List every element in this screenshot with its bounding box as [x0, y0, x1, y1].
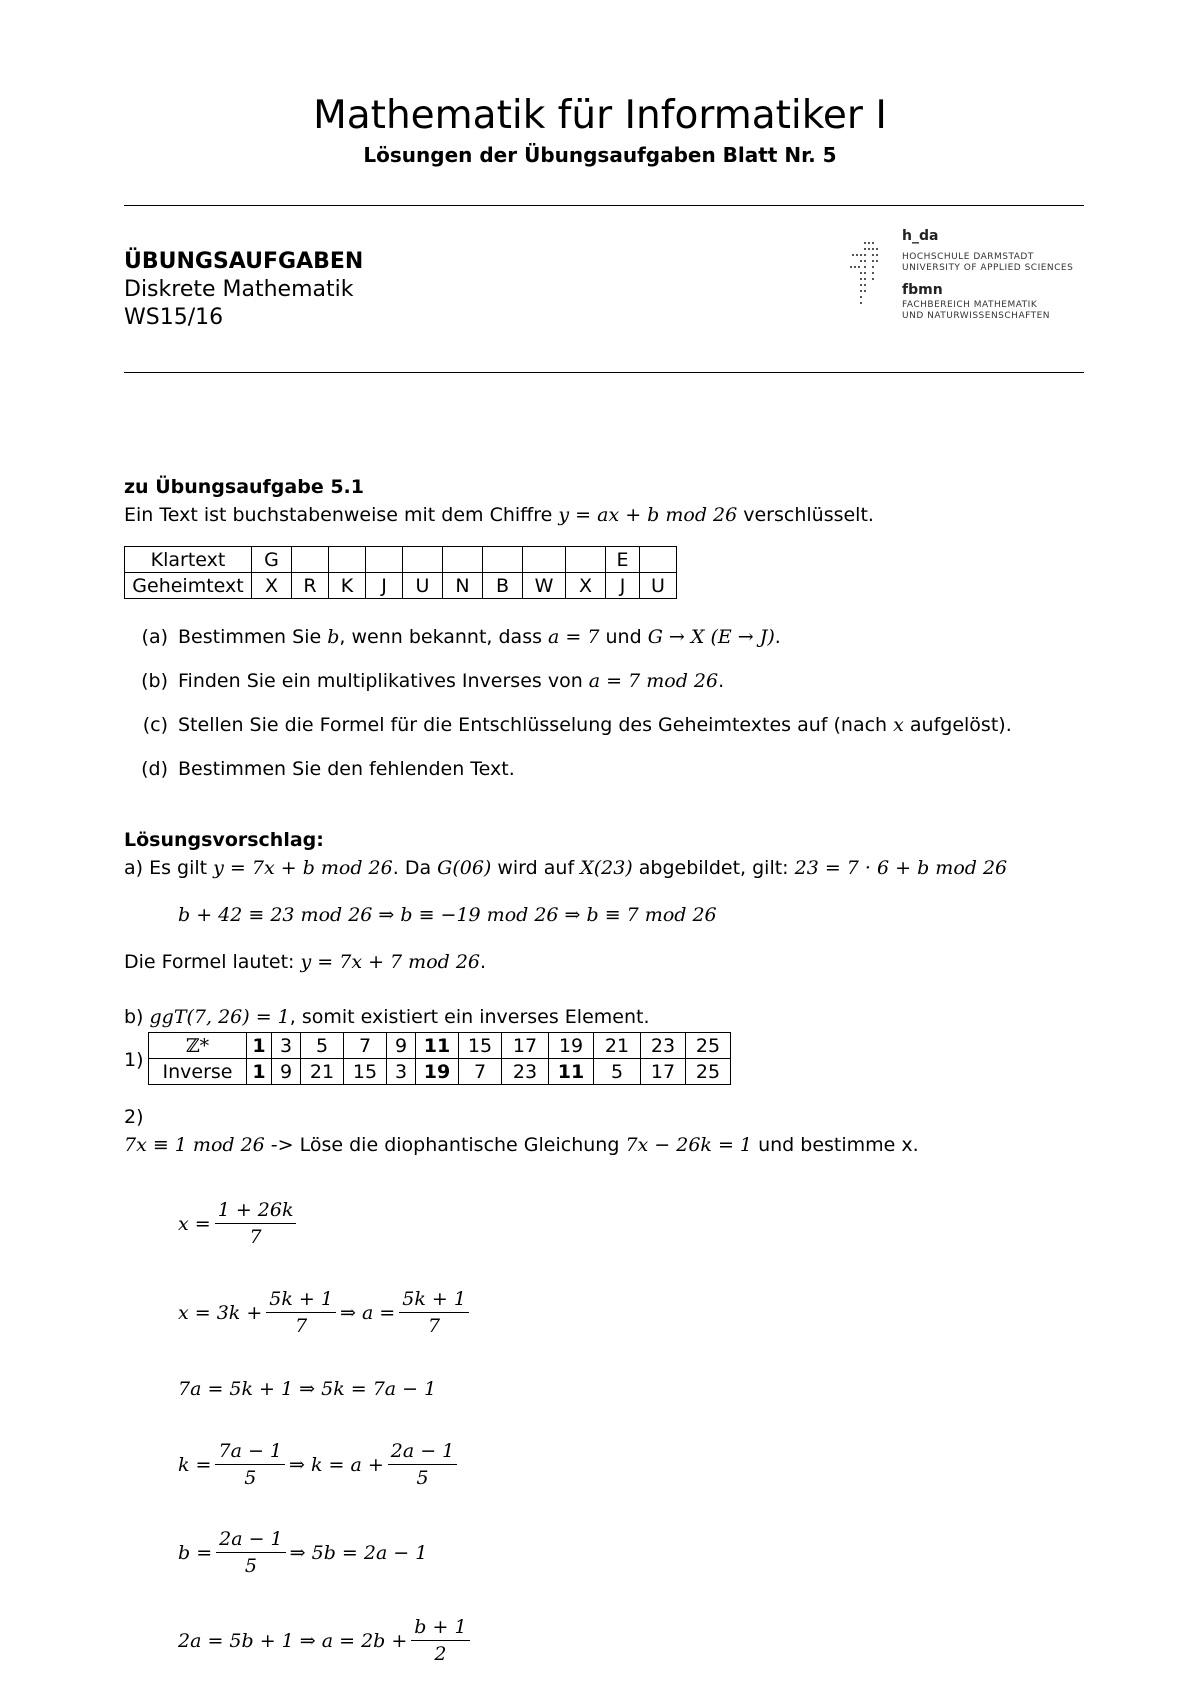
equation-2: x = 3k + $\frac{5k + 1}{7}$ ⇒ a = $\frac{5k + 1}{7}$ [178, 1286, 473, 1339]
task-intro: Ein Text ist buchstabenweise mit dem Chiffre y = ax + b mod 26 verschlüsselt. [124, 504, 874, 526]
hda-logo-mark-icon [850, 242, 900, 332]
logo-line-4: UND NATURWISSENSCHAFTEN [902, 311, 1051, 321]
task-heading: zu Übungsaufgabe 5.1 [124, 476, 364, 498]
equation-5: b = $\frac{2a - 1}{5}$ ⇒ 5b = 2a − 1 [178, 1528, 428, 1577]
table-cell: 25 [686, 1059, 731, 1085]
table-cell [640, 547, 677, 573]
table-cell: 17 [641, 1059, 686, 1085]
task-item-d: (d) Bestimmen Sie den fehlenden Text. [141, 758, 515, 780]
table-cell [443, 547, 483, 573]
table-cell: K [329, 573, 366, 599]
table-cell: 3 [387, 1059, 416, 1085]
equation-4: k = $\frac{7a - 1}{5}$ ⇒ k = a + $\frac{2a - 1}{5}$ [178, 1438, 461, 1491]
document-subtitle: Lösungen der Übungsaufgaben Blatt Nr. 5 [363, 143, 837, 167]
table-cell: 21 [594, 1033, 641, 1059]
solution-heading: Lösungsvorschlag: [124, 829, 324, 851]
table-cell: 3 [272, 1033, 301, 1059]
table-cell: N [443, 573, 483, 599]
fraction: $\frac{b + 1}{2}$ [411, 1614, 469, 1667]
fraction: $\frac{2a - 1}{5}$ [388, 1438, 458, 1491]
table-cell: E [606, 547, 640, 573]
section-label: ÜBUNGSAUFGABEN [124, 249, 364, 274]
solution-formula: Die Formel lautet: y = 7x + 7 mod 26. [124, 951, 487, 973]
table-cell: 1 [247, 1059, 272, 1085]
term-label: WS15/16 [124, 305, 224, 330]
task-item-c: (c) Stellen Sie die Formel für die Entschlüsselung des Geheimtextes auf (nach x aufgelöst). [142, 714, 1012, 736]
logo-dept: fbmn [902, 282, 943, 298]
table-cell: B [483, 573, 523, 599]
solution-b: b) ggT(7, 26) = 1, somit existiert ein inverses Element. [124, 1006, 650, 1028]
equation-3: 7a = 5k + 1 ⇒ 5k = 7a − 1 [178, 1378, 437, 1400]
table-cell: 19 [549, 1033, 594, 1059]
fraction: $\frac{7a - 1}{5}$ [215, 1438, 285, 1491]
table-cell: J [366, 573, 403, 599]
table-cell: 17 [502, 1033, 549, 1059]
table-row-units [149, 1033, 731, 1059]
table-row-plaintext [125, 547, 677, 573]
table-cell: 25 [686, 1033, 731, 1059]
table-cell: 23 [641, 1033, 686, 1059]
top-divider [124, 205, 1084, 206]
inverse-label-inverse: Inverse [149, 1059, 247, 1085]
hda-logo [850, 228, 1080, 324]
table-cell [366, 547, 403, 573]
table-cell: 5 [301, 1033, 344, 1059]
solution-b2-text: 7x ≡ 1 mod 26 -> Löse die diophantische Gleichung 7x − 26k = 1 und bestimme x. [124, 1134, 919, 1156]
table-cell [403, 547, 443, 573]
table-cell: 7 [344, 1033, 387, 1059]
table-cell: U [640, 573, 677, 599]
table-cell [483, 547, 523, 573]
fraction: $\frac{2a - 1}{5}$ [216, 1526, 286, 1579]
table-cell [566, 547, 606, 573]
table-cell: 15 [459, 1033, 502, 1059]
fraction: $\frac{1 + 26k}{7}$ [215, 1197, 297, 1250]
table-cell: 1 [247, 1033, 272, 1059]
table-cell: 15 [344, 1059, 387, 1085]
cipher-label-plaintext: Klartext [125, 547, 252, 573]
table-cell: 7 [459, 1059, 502, 1085]
table-cell: W [523, 573, 566, 599]
table-cell: 9 [272, 1059, 301, 1085]
table-cell: 9 [387, 1033, 416, 1059]
task-item-a: (a) Bestimmen Sie b, wenn bekannt, dass a = 7 und G → X (E → J). [141, 626, 781, 648]
inverse-table [148, 1032, 731, 1085]
table-cell: R [292, 573, 329, 599]
table-row-inverse [149, 1059, 731, 1085]
logo-name: h_da [902, 228, 939, 244]
task-item-b: (b) Finden Sie ein multiplikatives Inverses von a = 7 mod 26. [141, 670, 725, 692]
solution-a-equation: b + 42 ≡ 23 mod 26 ⇒ b ≡ −19 mod 26 ⇒ b ≡ 7 mod 26 [178, 904, 717, 926]
table-cell: U [403, 573, 443, 599]
table-row-ciphertext [125, 573, 677, 599]
cipher-table [124, 546, 677, 599]
table-cell: 11 [549, 1059, 594, 1085]
course-name: Diskrete Mathematik [124, 277, 354, 302]
solution-b2-label: 2) [124, 1106, 144, 1128]
logo-line-1: HOCHSCHULE DARMSTADT [902, 252, 1034, 262]
table-cell [329, 547, 366, 573]
header-divider [124, 372, 1084, 373]
table-cell: 19 [416, 1059, 459, 1085]
fraction: $\frac{5k + 1}{7}$ [399, 1286, 469, 1339]
table-cell: 23 [502, 1059, 549, 1085]
table-cell: X [252, 573, 292, 599]
cipher-label-ciphertext: Geheimtext [125, 573, 252, 599]
solution-a: a) Es gilt y = 7x + b mod 26. Da G(06) wird auf X(23) abgebildet, gilt: 23 = 7 · 6 + b mod 26 [124, 857, 1008, 879]
equation-6: 2a = 5b + 1 ⇒ a = 2b + $\frac{b + 1}{2}$ [178, 1614, 474, 1667]
table-cell: G [252, 547, 292, 573]
table-cell: X [566, 573, 606, 599]
table-cell: 5 [594, 1059, 641, 1085]
solution-b1-label: 1) [124, 1049, 144, 1071]
inverse-label-units: ℤ* [149, 1033, 247, 1059]
logo-line-3: FACHBEREICH MATHEMATIK [902, 300, 1038, 310]
table-cell [292, 547, 329, 573]
fraction: $\frac{5k + 1}{7}$ [266, 1286, 336, 1339]
table-cell: J [606, 573, 640, 599]
equation-1: x = $\frac{1 + 26k}{7}$ [178, 1197, 300, 1250]
table-cell: 21 [301, 1059, 344, 1085]
table-cell [523, 547, 566, 573]
document-title: Mathematik für Informatiker I [313, 93, 887, 138]
table-cell: 11 [416, 1033, 459, 1059]
logo-line-2: UNIVERSITY OF APPLIED SCIENCES [902, 263, 1074, 273]
